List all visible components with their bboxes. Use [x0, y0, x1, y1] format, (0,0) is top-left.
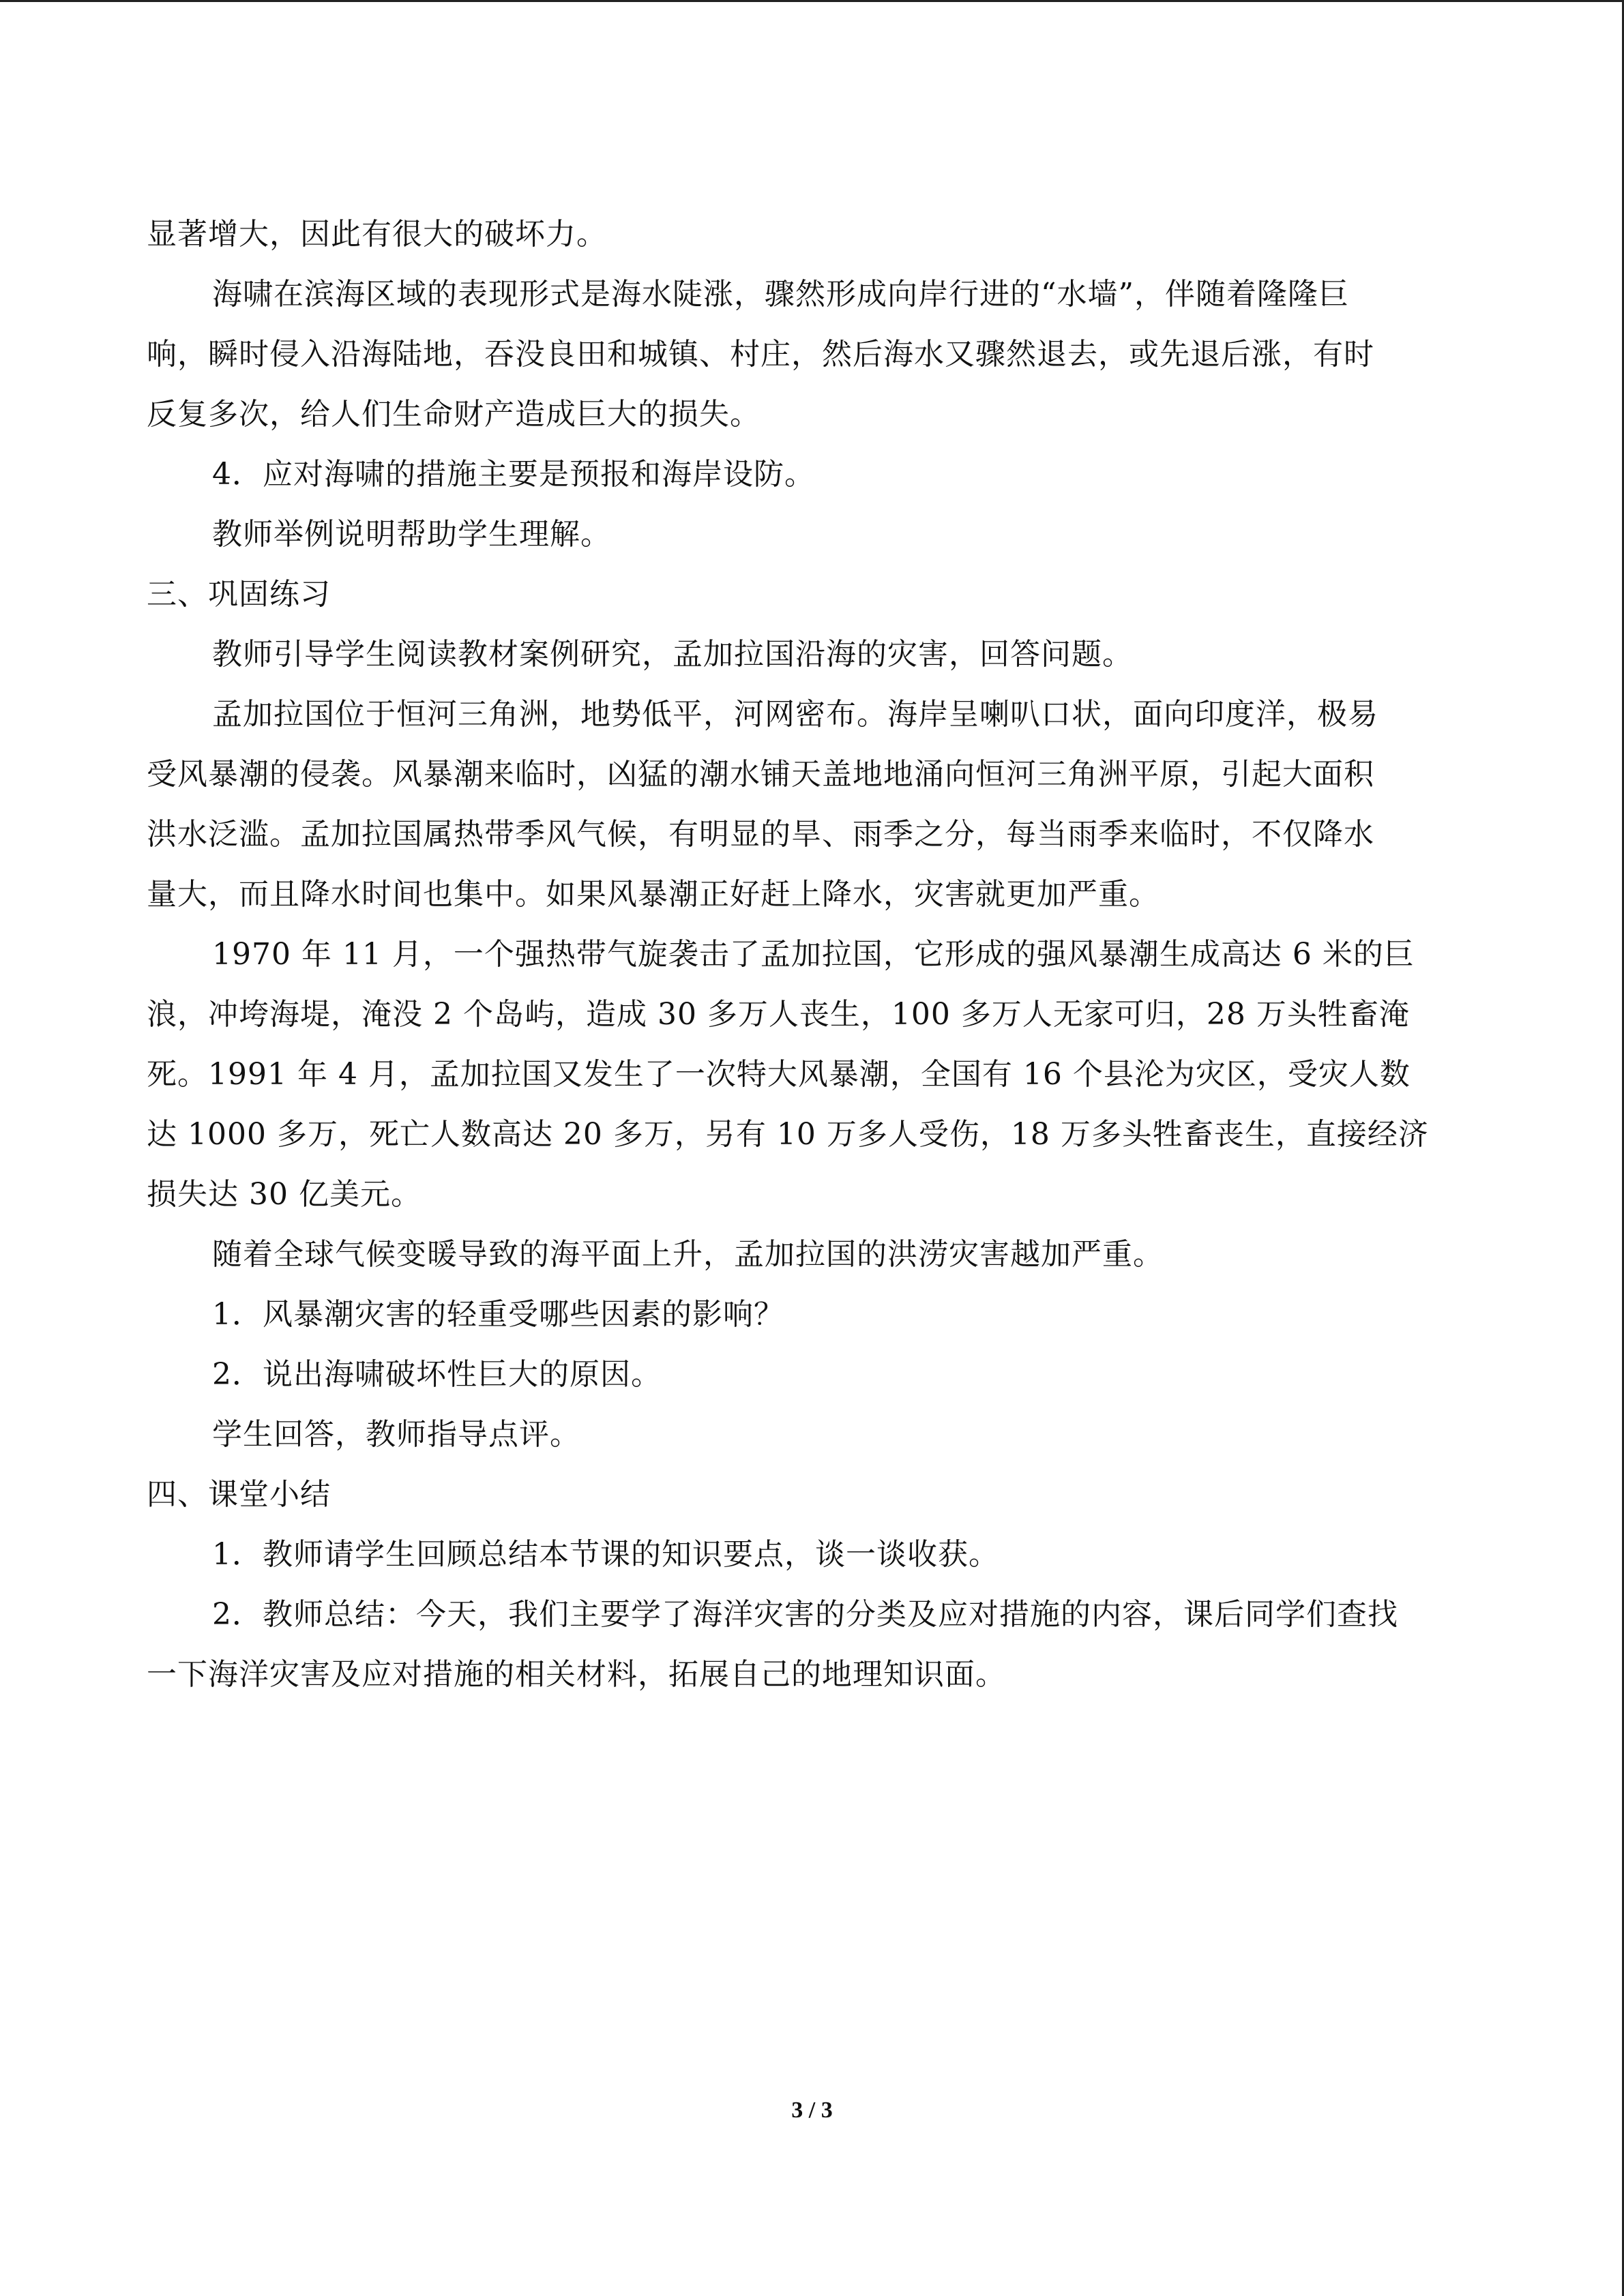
- paragraph: [147, 625, 1477, 685]
- page-top-border: [0, 0, 1624, 2]
- text-line: 受风暴潮的侵袭。风暴潮来临时，凶猛的潮水铺天盖地地涌向恒河三角洲平原，引起大面积: [147, 757, 1374, 792]
- text-line: 学生回答，教师指导点评。: [212, 1417, 580, 1452]
- paragraph: [147, 265, 1477, 445]
- paragraph: [147, 1525, 1477, 1585]
- text-line: 教师引导学生阅读教材案例研究，孟加拉国沿海的灾害，回答问题。: [212, 637, 1133, 672]
- text-line: 1970 年 11 月，一个强热带气旋袭击了孟加拉国，它形成的强风暴潮生成高达 6 米的巨: [212, 937, 1415, 972]
- paragraph: [147, 1225, 1477, 1285]
- paragraph: [147, 1585, 1477, 1705]
- text-line: 浪，冲垮海堤，淹没 2 个岛屿，造成 30 多万人丧生，100 多万人无家可归，28 万头牲畜淹: [147, 997, 1410, 1032]
- paragraph: [147, 1345, 1477, 1405]
- paragraph: [147, 505, 1477, 565]
- text-line: 随着全球气候变暖导致的海平面上升，孟加拉国的洪涝灾害越加严重。: [212, 1237, 1164, 1272]
- text-line: 三、巩固练习: [147, 577, 331, 612]
- document-body: [147, 205, 1477, 1705]
- text-line: 孟加拉国位于恒河三角洲，地势低平，河网密布。海岸呈喇叭口状，面向印度洋，极易: [212, 697, 1378, 732]
- text-line: 海啸在滨海区域的表现形式是海水陡涨，骤然形成向岸行进的“水墙”，伴随着隆隆巨: [212, 277, 1349, 312]
- text-line: 损失达 30 亿美元。: [147, 1177, 422, 1212]
- text-line: 达 1000 多万，死亡人数高达 20 多万，另有 10 万多人受伤，18 万多头牲畜丧生，直接经济: [147, 1117, 1429, 1152]
- paragraph: [147, 1405, 1477, 1465]
- paragraph: [147, 925, 1477, 1225]
- text-line: 洪水泛滥。孟加拉国属热带季风气候，有明显的旱、雨季之分，每当雨季来临时，不仅降水: [147, 817, 1374, 852]
- text-line: 四、课堂小结: [147, 1477, 331, 1512]
- text-line: 反复多次，给人们生命财产造成巨大的损失。: [147, 397, 761, 432]
- text-line: 显著增大，因此有很大的破坏力。: [147, 217, 607, 252]
- paragraph: [147, 205, 1477, 265]
- text-line: 量大，而且降水时间也集中。如果风暴潮正好赶上降水，灾害就更加严重。: [147, 877, 1160, 912]
- page-number: 3 / 3: [791, 2098, 833, 2123]
- text-line: 1．风暴潮灾害的轻重受哪些因素的影响？: [212, 1297, 784, 1332]
- text-line: 2．教师总结：今天，我们主要学了海洋灾害的分类及应对措施的内容，课后同学们查找: [212, 1597, 1398, 1632]
- text-line: 死。1991 年 4 月，孟加拉国又发生了一次特大风暴潮，全国有 16 个县沦为灾区，受灾人数: [147, 1057, 1411, 1092]
- paragraph: [147, 1465, 1477, 1525]
- paragraph: [147, 685, 1477, 925]
- text-line: 1．教师请学生回顾总结本节课的知识要点，谈一谈收获。: [212, 1537, 999, 1572]
- text-line: 一下海洋灾害及应对措施的相关材料，拓展自己的地理知识面。: [147, 1657, 1006, 1692]
- text-line: 2．说出海啸破坏性巨大的原因。: [212, 1357, 662, 1392]
- text-line: 4．应对海啸的措施主要是预报和海岸设防。: [212, 457, 815, 492]
- paragraph: [147, 445, 1477, 505]
- paragraph: [147, 565, 1477, 625]
- text-line: 教师举例说明帮助学生理解。: [212, 517, 611, 552]
- text-line: 响，瞬时侵入沿海陆地，吞没良田和城镇、村庄，然后海水又骤然退去，或先退后涨，有时: [147, 337, 1374, 372]
- paragraph: [147, 1285, 1477, 1345]
